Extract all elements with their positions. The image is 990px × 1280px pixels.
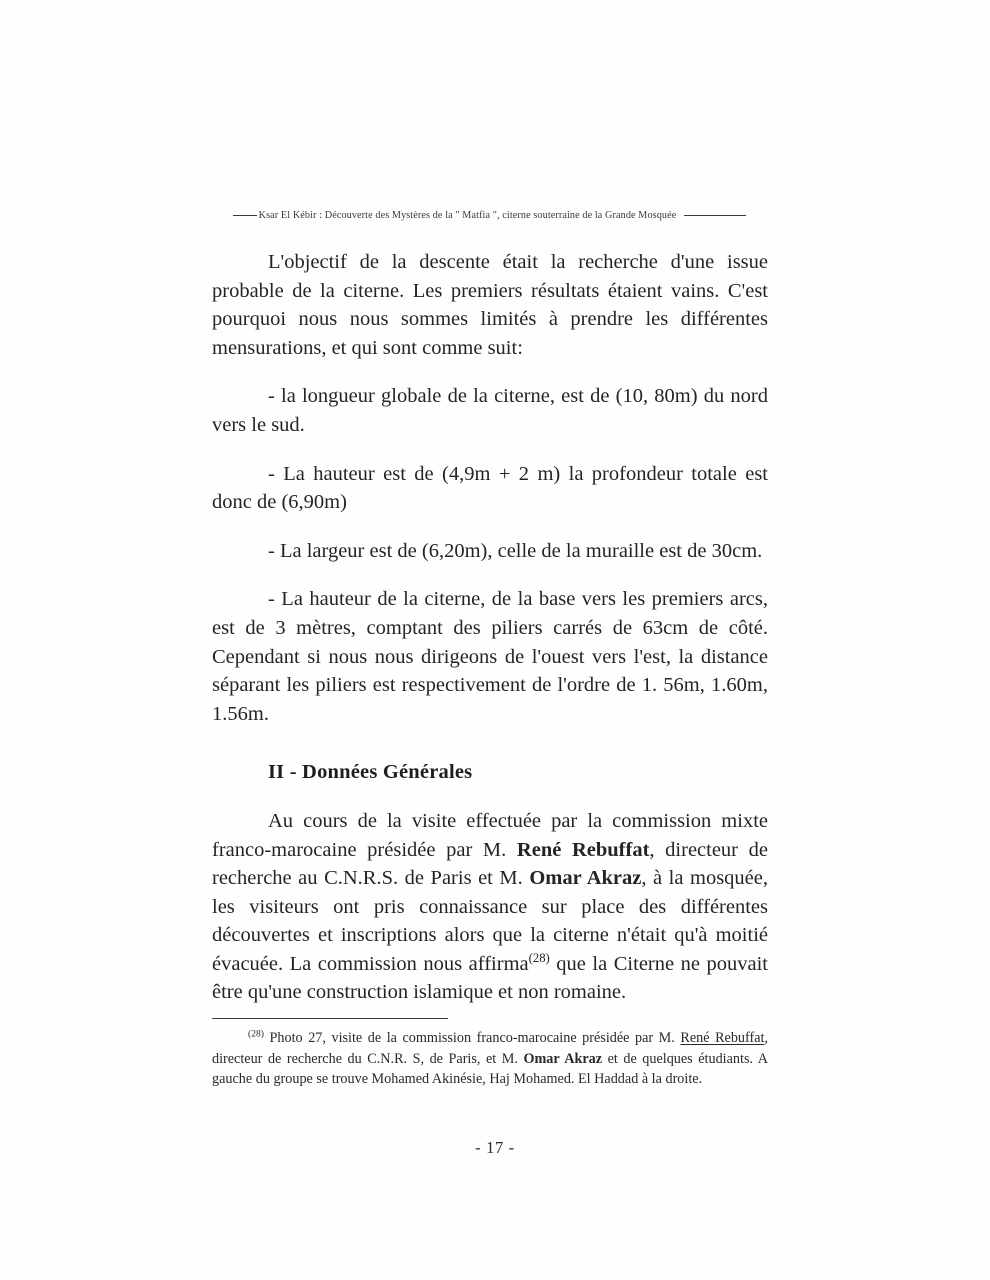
paragraph-text-part-3: , à la mosquée, les visiteurs ont pris connaissance sur place des différentes découvertes et inscriptions alors que la citerne n'était qu'à moitié évacuée. La commission nous affirma xyxy=(212,867,769,975)
footnote-text-part-2: , directeur de recherche du C.N.R. S, de Paris, et M. xyxy=(212,1030,768,1067)
spacer xyxy=(212,362,768,382)
footnote-marker-28: (28) xyxy=(248,1028,264,1040)
person-name-rene-rebuffat: René Rebuffat xyxy=(516,838,650,861)
section-heading-donnees-generales: II - Données Générales xyxy=(268,761,473,784)
paragraph-text-part-1: Au cours de la visite effectuée par la commission mixte franco-marocaine présidée par M. xyxy=(212,809,768,861)
measurement-pillars: - La hauteur de la citerne, de la base vers les premiers arcs, est de 3 mètres, comptant des piliers carrés de 63cm de côté. Cependant si nous nous dirigeons de l'ouest vers l'est, la distance séparant les piliers est respectivement de l'ordre de 1. 56m, 1.60m, 1.56m. xyxy=(212,588,768,725)
header-rule-left xyxy=(233,215,257,216)
footnote-reference-28[interactable]: (28) xyxy=(528,951,550,966)
footnote-text-part-1: Photo 27, visite de la commission franco-marocaine présidée par M. xyxy=(263,1030,681,1046)
measurement-length: - la longueur globale de la citerne, est de (10, 80m) du nord vers le sud. xyxy=(212,385,768,436)
spacer xyxy=(212,565,768,585)
spacer xyxy=(212,728,768,758)
footnote-separator-rule xyxy=(212,1018,448,1019)
body-text-column xyxy=(212,248,768,1007)
measurement-height-depth: - La hauteur est de (4,9m + 2 m) la profondeur totale est donc de (6,90m) xyxy=(212,462,768,514)
running-header-text: Ksar El Kébir : Découverte des Mystères de la " Matfia ", citerne souterraine de la Grande Mosquée xyxy=(258,209,677,221)
footnote-person-omar-akraz: Omar Akraz xyxy=(523,1050,603,1067)
spacer xyxy=(212,517,768,537)
person-name-omar-akraz: Omar Akraz xyxy=(529,867,642,890)
page-number: - 17 - xyxy=(475,1138,515,1157)
paragraph-text-part-2: , directeur de recherche au C.N.R.S. de Paris et M. xyxy=(212,838,768,890)
footnote-person-rene-rebuffat: René Rebuffat xyxy=(680,1030,765,1046)
paragraph-commission-visit xyxy=(212,807,768,1007)
running-header xyxy=(212,205,767,225)
footnote-28 xyxy=(212,1028,768,1090)
measurement-width: - La largeur est de (6,20m), celle de la muraille est de 30cm. xyxy=(268,539,763,562)
footnote-block xyxy=(212,1018,768,1090)
paragraph-text-part-4: que la Citerne ne pouvait être qu'une construction islamique et non romaine. xyxy=(212,952,768,1004)
paragraph-objective: L'objectif de la descente était la recherche d'une issue probable de la citerne. Les premiers résultats étaient vains. C'est pourquoi nous nous sommes limités à prendre les différentes mensurations, et qui sont comme suit: xyxy=(212,251,768,359)
spacer xyxy=(212,440,768,460)
spacer xyxy=(212,787,768,807)
footnote-text-part-3: et de quelques étudiants. A gauche du groupe se trouve Mohamed Akinésie, Haj Mohamed. El Haddad à la droite. xyxy=(212,1050,769,1088)
header-rule-right xyxy=(684,215,746,216)
